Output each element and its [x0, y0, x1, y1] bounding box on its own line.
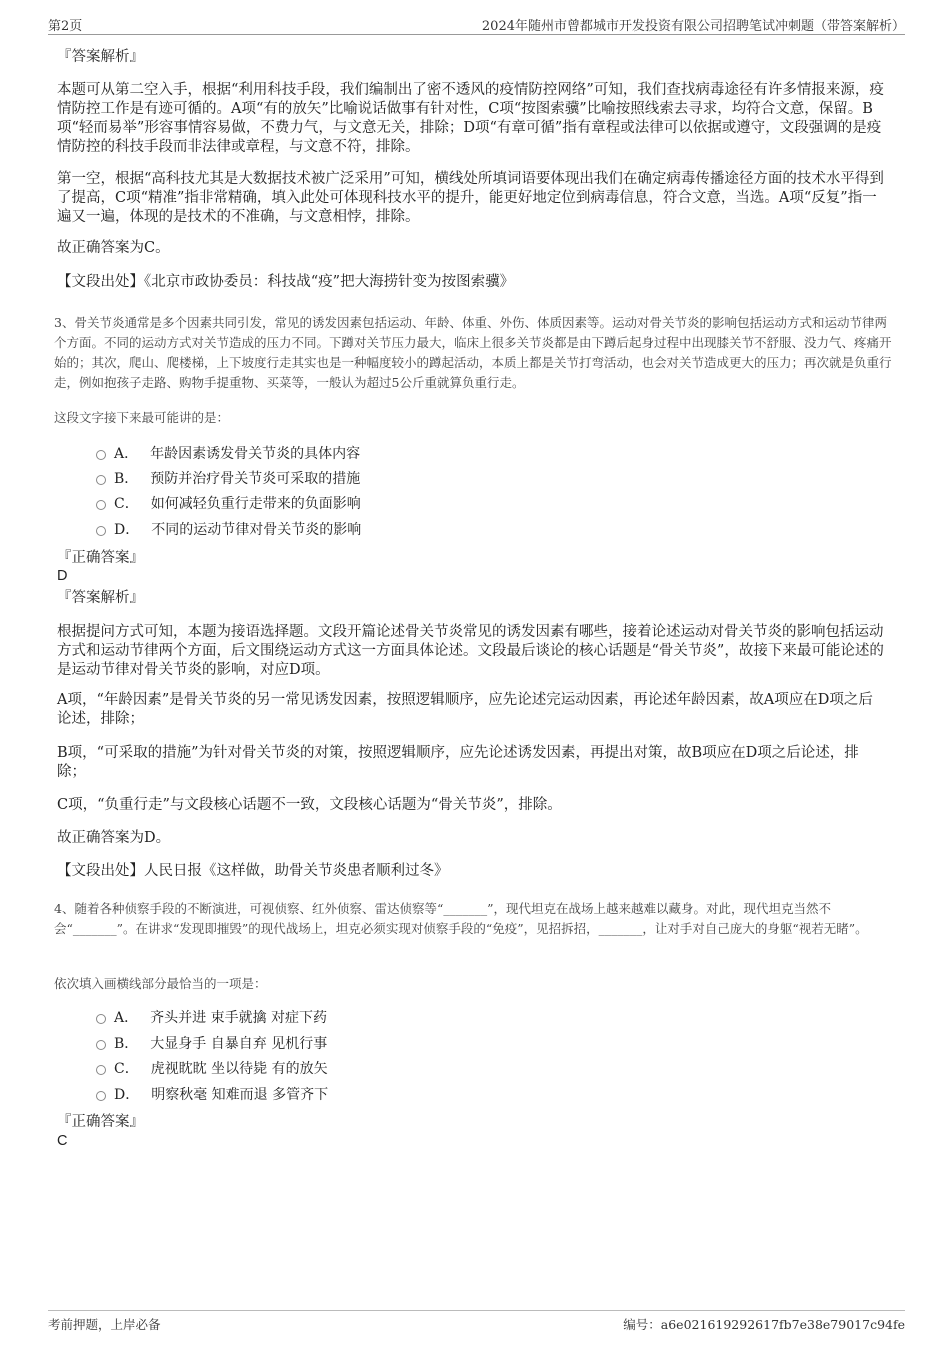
analysis-label: 『答案解析』	[57, 49, 144, 65]
question-text: 3、骨关节炎通常是多个因素共同引发，常见的诱发因素包括运动、年龄、体重、外伤、体质因素等。运动对骨关节炎的影响包括运动方式和运动节律两个方面。不同的运动方式对关节造成的压力不同。下蹲对关节压力最大，临床上很多关节炎都是由下蹲后起身过程中出现膝关节不舒服、没力气、疼痛开始的；其次，爬山、爬楼梯，上下坡度行走其实也是一种幅度较小的蹲起活动，本质上都是关节打弯活动，也会对关节造成更大的压力；再次就是负重行走，例如抱孩子走路、购物手提重物、买菜等，一般认为超过5公斤重就算负重行走。	[54, 315, 892, 390]
option-a[interactable]: A． 年龄因素诱发骨关节炎的具体内容	[96, 445, 360, 463]
analysis-paragraph: A项，“年龄因素”是骨关节炎的另一常见诱发因素，按照逻辑顺序，应先论述完运动因素，再论述年龄因素，故A项应在D项之后论述，排除；	[57, 692, 873, 727]
source-citation: 【文段出处】人民日报《这样做，助骨关节炎患者顺利过冬》	[57, 863, 449, 879]
document-id: 编号：a6e021619292617fb7e38e79017c94fe	[623, 1317, 905, 1332]
correct-answer-label: 『正确答案』	[57, 1114, 144, 1130]
analysis-label: 『答案解析』	[57, 590, 144, 606]
page-footer	[48, 1310, 905, 1332]
analysis-paragraph: 根据提问方式可知，本题为接语选择题。文段开篇论述骨关节炎常见的诱发因素有哪些，接着论述运动对骨关节炎的影响包括运动方式和运动节律两个方面，后文围绕运动方式这一方面具体论述。文段最后谈论的核心话题是“骨关节炎”，故接下来最可能论述的是运动节律对骨关节炎的影响，对应D项。	[57, 624, 884, 678]
option-d[interactable]: D． 明察秋毫 知难而退 多管齐下	[96, 1086, 328, 1104]
radio-icon[interactable]	[96, 1091, 106, 1101]
option-b[interactable]: B． 大显身手 自暴自弃 见机行事	[96, 1035, 327, 1053]
option-b[interactable]: B． 预防并治疗骨关节炎可采取的措施	[96, 470, 360, 488]
page-header	[48, 12, 905, 35]
source-citation: 【文段出处】《北京市政协委员：科技战“疫”把大海捞针变为按图索骥》	[57, 274, 515, 290]
radio-icon[interactable]	[96, 1014, 106, 1024]
radio-icon[interactable]	[96, 500, 106, 510]
analysis-paragraph: 本题可从第二空入手，根据“利用科技手段，我们编制出了密不透风的疫情防控网络”可知，我们查找病毒途径有许多情报来源，疫情防控工作是有迹可循的。A项“有的放矢”比喻说话做事有针对性，C项“按图索骥”比喻按照线索去寻求，均符合文意，保留。B项“轻而易举”形容事情容易做，不费力气，与文意无关，排除；D项“有章可循”指有章程或法律可以依据或遵守，文段强调的是疫情防控的科技手段而非法律或章程，与文意不符，排除。	[57, 82, 884, 155]
option-a[interactable]: A． 齐头并进 束手就擒 对症下药	[96, 1009, 327, 1027]
analysis-paragraph: B项，“可采取的措施”为针对骨关节炎的对策，按照逻辑顺序，应先论述诱发因素，再提出对策，故B项应在D项之后论述，排除；	[57, 745, 859, 780]
document-title: 2024年随州市曾都城市开发投资有限公司招聘笔试冲刺题（带答案解析）	[481, 19, 905, 34]
correct-answer: D	[57, 568, 68, 584]
analysis-paragraph: 故正确答案为D。	[57, 830, 171, 846]
correct-answer-label: 『正确答案』	[57, 550, 144, 566]
radio-icon[interactable]	[96, 1065, 106, 1075]
radio-icon[interactable]	[96, 1040, 106, 1050]
option-c[interactable]: C． 如何减轻负重行走带来的负面影响	[96, 495, 361, 513]
correct-answer: C	[57, 1133, 68, 1149]
page-number: 第2页	[48, 19, 83, 34]
analysis-paragraph: 第一空，根据“高科技尤其是大数据技术被广泛采用”可知，横线处所填词语要体现出我们在确定病毒传播途径方面的技术水平得到了提高，C项“精准”指非常精确，填入此处可体现科技水平的提升，能更好地定位到病毒信息，符合文意，当选。A项“反复”指一遍又一遍，体现的是技术的不准确，与文意相悖，排除。	[57, 171, 884, 225]
radio-icon[interactable]	[96, 526, 106, 536]
option-d[interactable]: D． 不同的运动节律对骨关节炎的影响	[96, 521, 361, 539]
question-text: 4、随着各种侦察手段的不断演进，可视侦察、红外侦察、雷达侦察等“_______”，现代坦克在战场上越来越难以藏身。对此，现代坦克当然不会“_______”。在讲求“发现即摧毁”的现代战场上，坦克必须实现对侦察手段的“免疫”，见招拆招，_______，让对手对自己庞大的身躯“视若无睹”。	[54, 901, 868, 936]
radio-icon[interactable]	[96, 475, 106, 485]
question-prompt: 依次填入画横线部分最恰当的一项是：	[54, 976, 267, 991]
analysis-paragraph: C项，“负重行走”与文段核心话题不一致，文段核心话题为“骨关节炎”，排除。	[57, 797, 562, 813]
footer-slogan: 考前押题，上岸必备	[48, 1317, 161, 1332]
radio-icon[interactable]	[96, 450, 106, 460]
option-c[interactable]: C． 虎视眈眈 坐以待毙 有的放矢	[96, 1060, 328, 1078]
analysis-paragraph: 故正确答案为C。	[57, 240, 170, 256]
question-prompt: 这段文字接下来最可能讲的是：	[54, 410, 230, 425]
